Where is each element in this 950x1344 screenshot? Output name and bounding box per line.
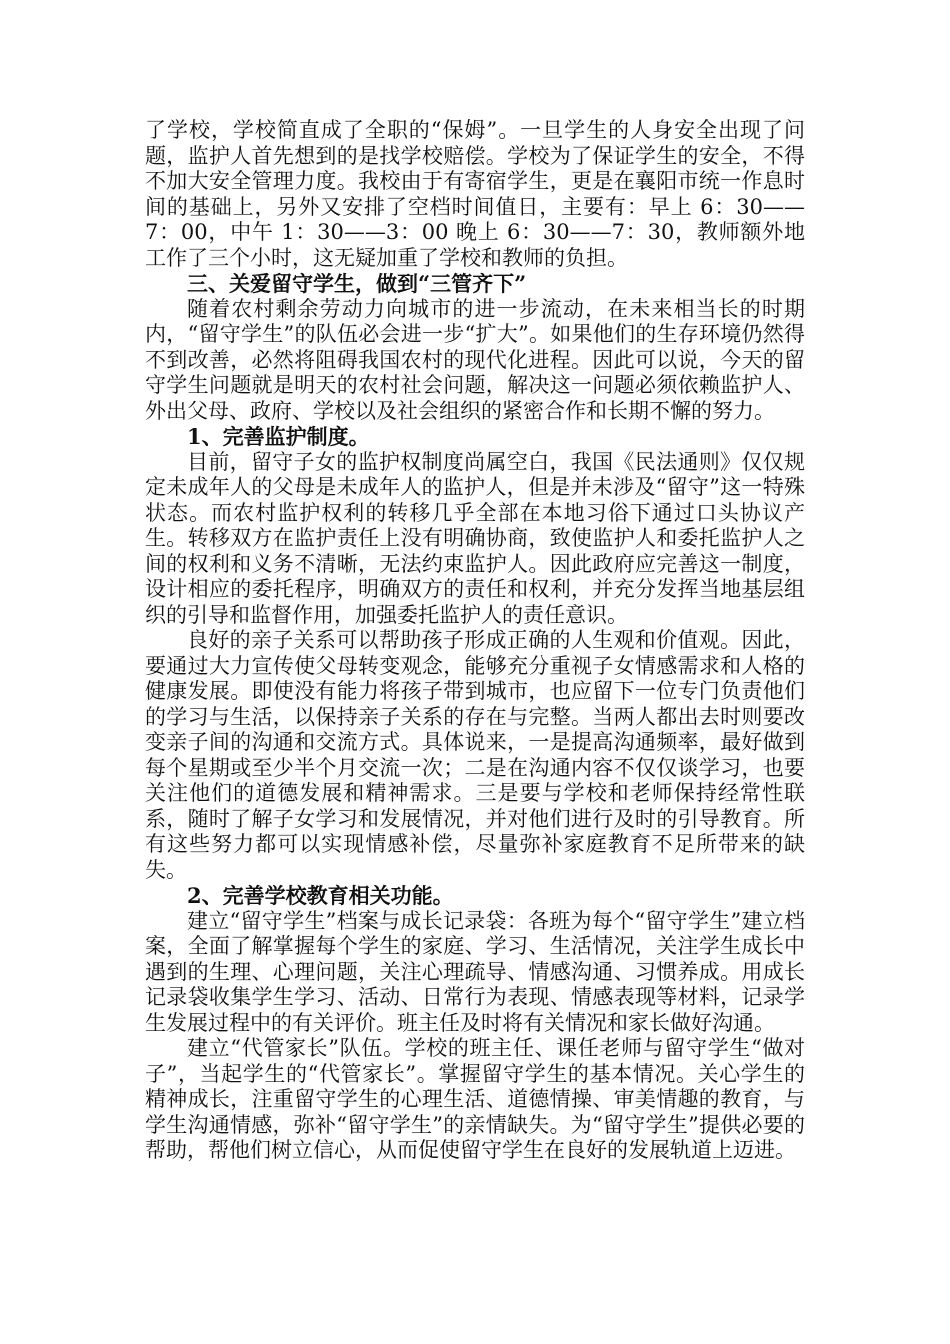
paragraph-archive: 建立“留守学生”档案与成长记录袋：各班为每个“留守学生”建立档案，全面了解掌握每个学生的家庭、学习、生活情况，关注学生成长中遇到的生理、心理问题，关注心理疏导、情感沟通、习惯养成。用成长记录袋收集学生学习、活动、日常行为表现、情感表现等材料，记录学生发展过程中的有关评价。班主任及时将有关情况和家长做好沟通。 bbox=[145, 908, 805, 1035]
subheading-school-education: 2、完善学校教育相关功能。 bbox=[187, 883, 454, 908]
paragraph-continuation: 了学校，学校简直成了全职的“保姆”。一旦学生的人身安全出现了问题，监护人首先想到的是找学校赔偿。学校为了保证学生的安全，不得不加大安全管理力度。我校由于有寄宿学生，更是在襄阳市统一作息时间的基础上，另外又安排了空档时间值日，主要有：早上 6：30——7：00，中午 1：30——3：00 晚上 6：30——7：30，教师额外地工作了三个小时，这无疑加重了学校和教师的负担。 bbox=[145, 118, 805, 270]
paragraph-guardianship: 目前，留守子女的监护权制度尚属空白，我国《民法通则》仅仅规定未成年人的父母是未成年人的监护人，但是并未涉及“留守”这一特殊状态。而农村监护权利的转移几乎全部在本地习俗下通过口头协议产生。转移双方在监护责任上没有明确协商，致使监护人和委托监护人之间的权利和义务不清晰，无法约束监护人。因此政府应完善这一制度，设计相应的委托程序，明确双方的责任和权利，并充分发挥当地基层组织的引导和监督作用，加强委托监护人的责任意识。 bbox=[145, 449, 805, 627]
paragraph-parent-child: 良好的亲子关系可以帮助孩子形成正确的人生观和价值观。因此，要通过大力宣传使父母转变观念，能够充分重视子女情感需求和人格的健康发展。即使没有能力将孩子带到城市，也应留下一位专门负责他们的学习与生活，以保持亲子关系的存在与完整。当两人都出去时则要改变亲子间的沟通和交流方式。具体说来，一是提高沟通频率，最好做到每个星期或至少半个月交流一次；二是在沟通内容不仅仅谈学习，也要关注他们的道德发展和精神需求。三是要与学校和老师保持经常性联系，随时了解子女学习和发展情况，并对他们进行及时的引导教育。所有这些努力都可以实现情感补偿，尽量弥补家庭教育不足所带来的缺失。 bbox=[145, 628, 805, 882]
document-page bbox=[145, 118, 805, 1164]
paragraph-proxy-parent: 建立“代管家长”队伍。学校的班主任、课任老师与留守学生“做对子”，当起学生的“代管家长”。掌握留守学生的基本情况。关心学生的精神成长，注重留守学生的心理生活、道德情操、审美情趣的教育，与学生沟通情感，弥补“留守学生”的亲情缺失。为“留守学生”提供必要的帮助，帮他们树立信心，从而促使留守学生在良好的发展轨道上迈进。 bbox=[145, 1036, 805, 1162]
subheading-guardianship: 1、完善监护制度。 bbox=[187, 424, 370, 449]
section-heading-three: 三、关爱留守学生，做到“三管齐下” bbox=[187, 271, 527, 296]
paragraph-intro: 随着农村剩余劳动力向城市的进一步流动，在未来相当长的时期内，“留守学生”的队伍必会进一步“扩大”。如果他们的生存环境仍然得不到改善，必然将阻碍我国农村的现代化进程。因此可以说，今天的留守学生问题就是明天的农村社会问题，解决这一问题必须依赖监护人、外出父母、政府、学校以及社会组织的紧密合作和长期不懈的努力。 bbox=[145, 296, 805, 423]
